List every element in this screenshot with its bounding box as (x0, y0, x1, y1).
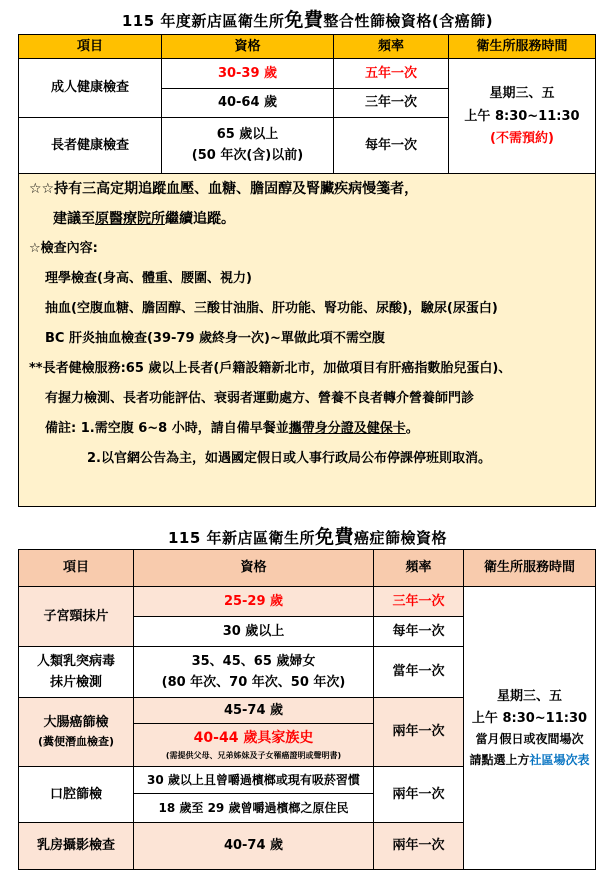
section1-title: 115 年度新店區衛生所免費整合性篩檢資格(含癌篩) (121, 9, 494, 31)
eligibility-cell: 40-64 歲 (162, 89, 334, 118)
chronic-note-line2: 建議至原醫療院所繼續追蹤。 (53, 211, 235, 227)
frequency-cell: 每年一次 (334, 118, 449, 174)
service-hours: 上午 8:30~11:30 (464, 109, 580, 125)
eligibility-cell: 25-29 歲 (134, 587, 374, 617)
community-schedule-note: 請點選上方社區場次表 (469, 752, 590, 767)
eligibility-cell: 30 歲以上 (134, 617, 374, 647)
no-appointment-note: (不需預約) (490, 130, 554, 146)
eligibility-cell: 35、45、65 歲婦女 (80 年次、70 年次、50 年次) (134, 647, 374, 698)
table-row (19, 587, 596, 617)
free-highlight: 免費 (315, 526, 355, 548)
hepatitis-line: BC 肝炎抽血檢查(39-79 歲終身一次)~單做此項不需空腹 (45, 331, 385, 346)
service-days: 星期三、五 (496, 689, 562, 705)
eligibility-cell: 30 歲以上且曾嚼過檳榔或現有吸菸習慣 (134, 767, 374, 794)
section2-title: 115 年新店區衛生所免費癌症篩檢資格 (167, 526, 448, 548)
item-mammography: 乳房攝影檢查 (19, 823, 134, 870)
chronic-note-line1: ☆☆持有三高定期追蹤血壓、血糖、膽固醇及腎臟疾病慢箋者， (29, 181, 419, 197)
frequency-cell: 每年一次 (374, 617, 464, 647)
eligibility-cell: 18 歲至 29 歲曾嚼過檳榔之原住民 (134, 794, 374, 823)
item-hpv-test: 人類乳突病毒 抹片檢測 (19, 647, 134, 698)
frequency-cell: 兩年一次 (374, 767, 464, 823)
elder-service-line2: 有握力檢測、長者功能評估、衰弱者運動處方、營養不良者轉介營養師門診 (45, 391, 475, 406)
notes-row (19, 174, 596, 507)
table-header-row (19, 550, 596, 587)
item-pap-smear: 子宮頸抹片 (19, 587, 134, 647)
frequency-cell: 兩年一次 (374, 823, 464, 870)
service-time-cell (464, 587, 596, 870)
frequency-cell: 當年一次 (374, 647, 464, 698)
service-hours: 上午 8:30~11:30 (471, 710, 588, 726)
frequency-cell: 五年一次 (334, 59, 449, 89)
free-highlight: 免費 (284, 9, 324, 31)
item-oral-screening: 口腔篩檢 (19, 767, 134, 823)
remark-line2: 2.以官網公告為主，如遇國定假日或人事行政局公布停課停班則取消。 (87, 451, 491, 466)
integrated-screening-table (18, 34, 596, 507)
service-days: 星期三、五 (489, 85, 555, 101)
header-item: 項目 (19, 550, 134, 587)
header-item: 項目 (19, 35, 162, 59)
eligibility-cell: 45-74 歲 (134, 698, 374, 724)
content-title: ☆檢查內容: (29, 241, 98, 256)
header-service-time: 衛生所服務時間 (464, 550, 596, 587)
physical-exam-line: 理學檢查(身高、體重、腰圍、視力) (45, 271, 252, 286)
community-session-note: 當月假日或夜間場次 (475, 732, 584, 747)
header-service-time: 衛生所服務時間 (449, 35, 596, 59)
header-eligibility: 資格 (134, 550, 374, 587)
frequency-cell: 三年一次 (334, 89, 449, 118)
remark-line1: 備註: 1.需空腹 6~8 小時，請自備早餐並攜帶身分證及健保卡。 (45, 421, 419, 436)
header-frequency: 頻率 (374, 550, 464, 587)
item-colorectal: 大腸癌篩檢 (糞便潛血檢查) (19, 698, 134, 767)
table-row (19, 59, 596, 89)
service-time-cell (449, 59, 596, 174)
frequency-cell: 兩年一次 (374, 698, 464, 767)
item-senior-checkup: 長者健康檢查 (19, 118, 162, 174)
eligibility-cell: 30-39 歲 (162, 59, 334, 89)
cancer-screening-table (18, 549, 596, 870)
header-eligibility: 資格 (162, 35, 334, 59)
table-header-row (19, 35, 596, 59)
eligibility-cell: 65 歲以上 (50 年次(含)以前) (162, 118, 334, 174)
eligibility-cell: 40-44 歲具家族史 (需提供父母、兄弟姊妹及子女罹癌證明或聲明書) (134, 724, 374, 767)
header-frequency: 頻率 (334, 35, 449, 59)
eligibility-cell: 40-74 歲 (134, 823, 374, 870)
blood-test-line: 抽血(空腹血糖、膽固醇、三酸甘油脂、肝功能、腎功能、尿酸)，驗尿(尿蛋白) (45, 301, 498, 316)
community-schedule-link[interactable]: 社區場次表 (529, 752, 590, 767)
notes-cell (19, 174, 596, 507)
item-adult-checkup: 成人健康檢查 (19, 59, 162, 118)
frequency-cell: 三年一次 (374, 587, 464, 617)
elder-service-line1: **長者健檢服務:65 歲以上長者(戶籍設籍新北市，加做項目有肝癌指數胎兒蛋白)、 (29, 361, 512, 376)
